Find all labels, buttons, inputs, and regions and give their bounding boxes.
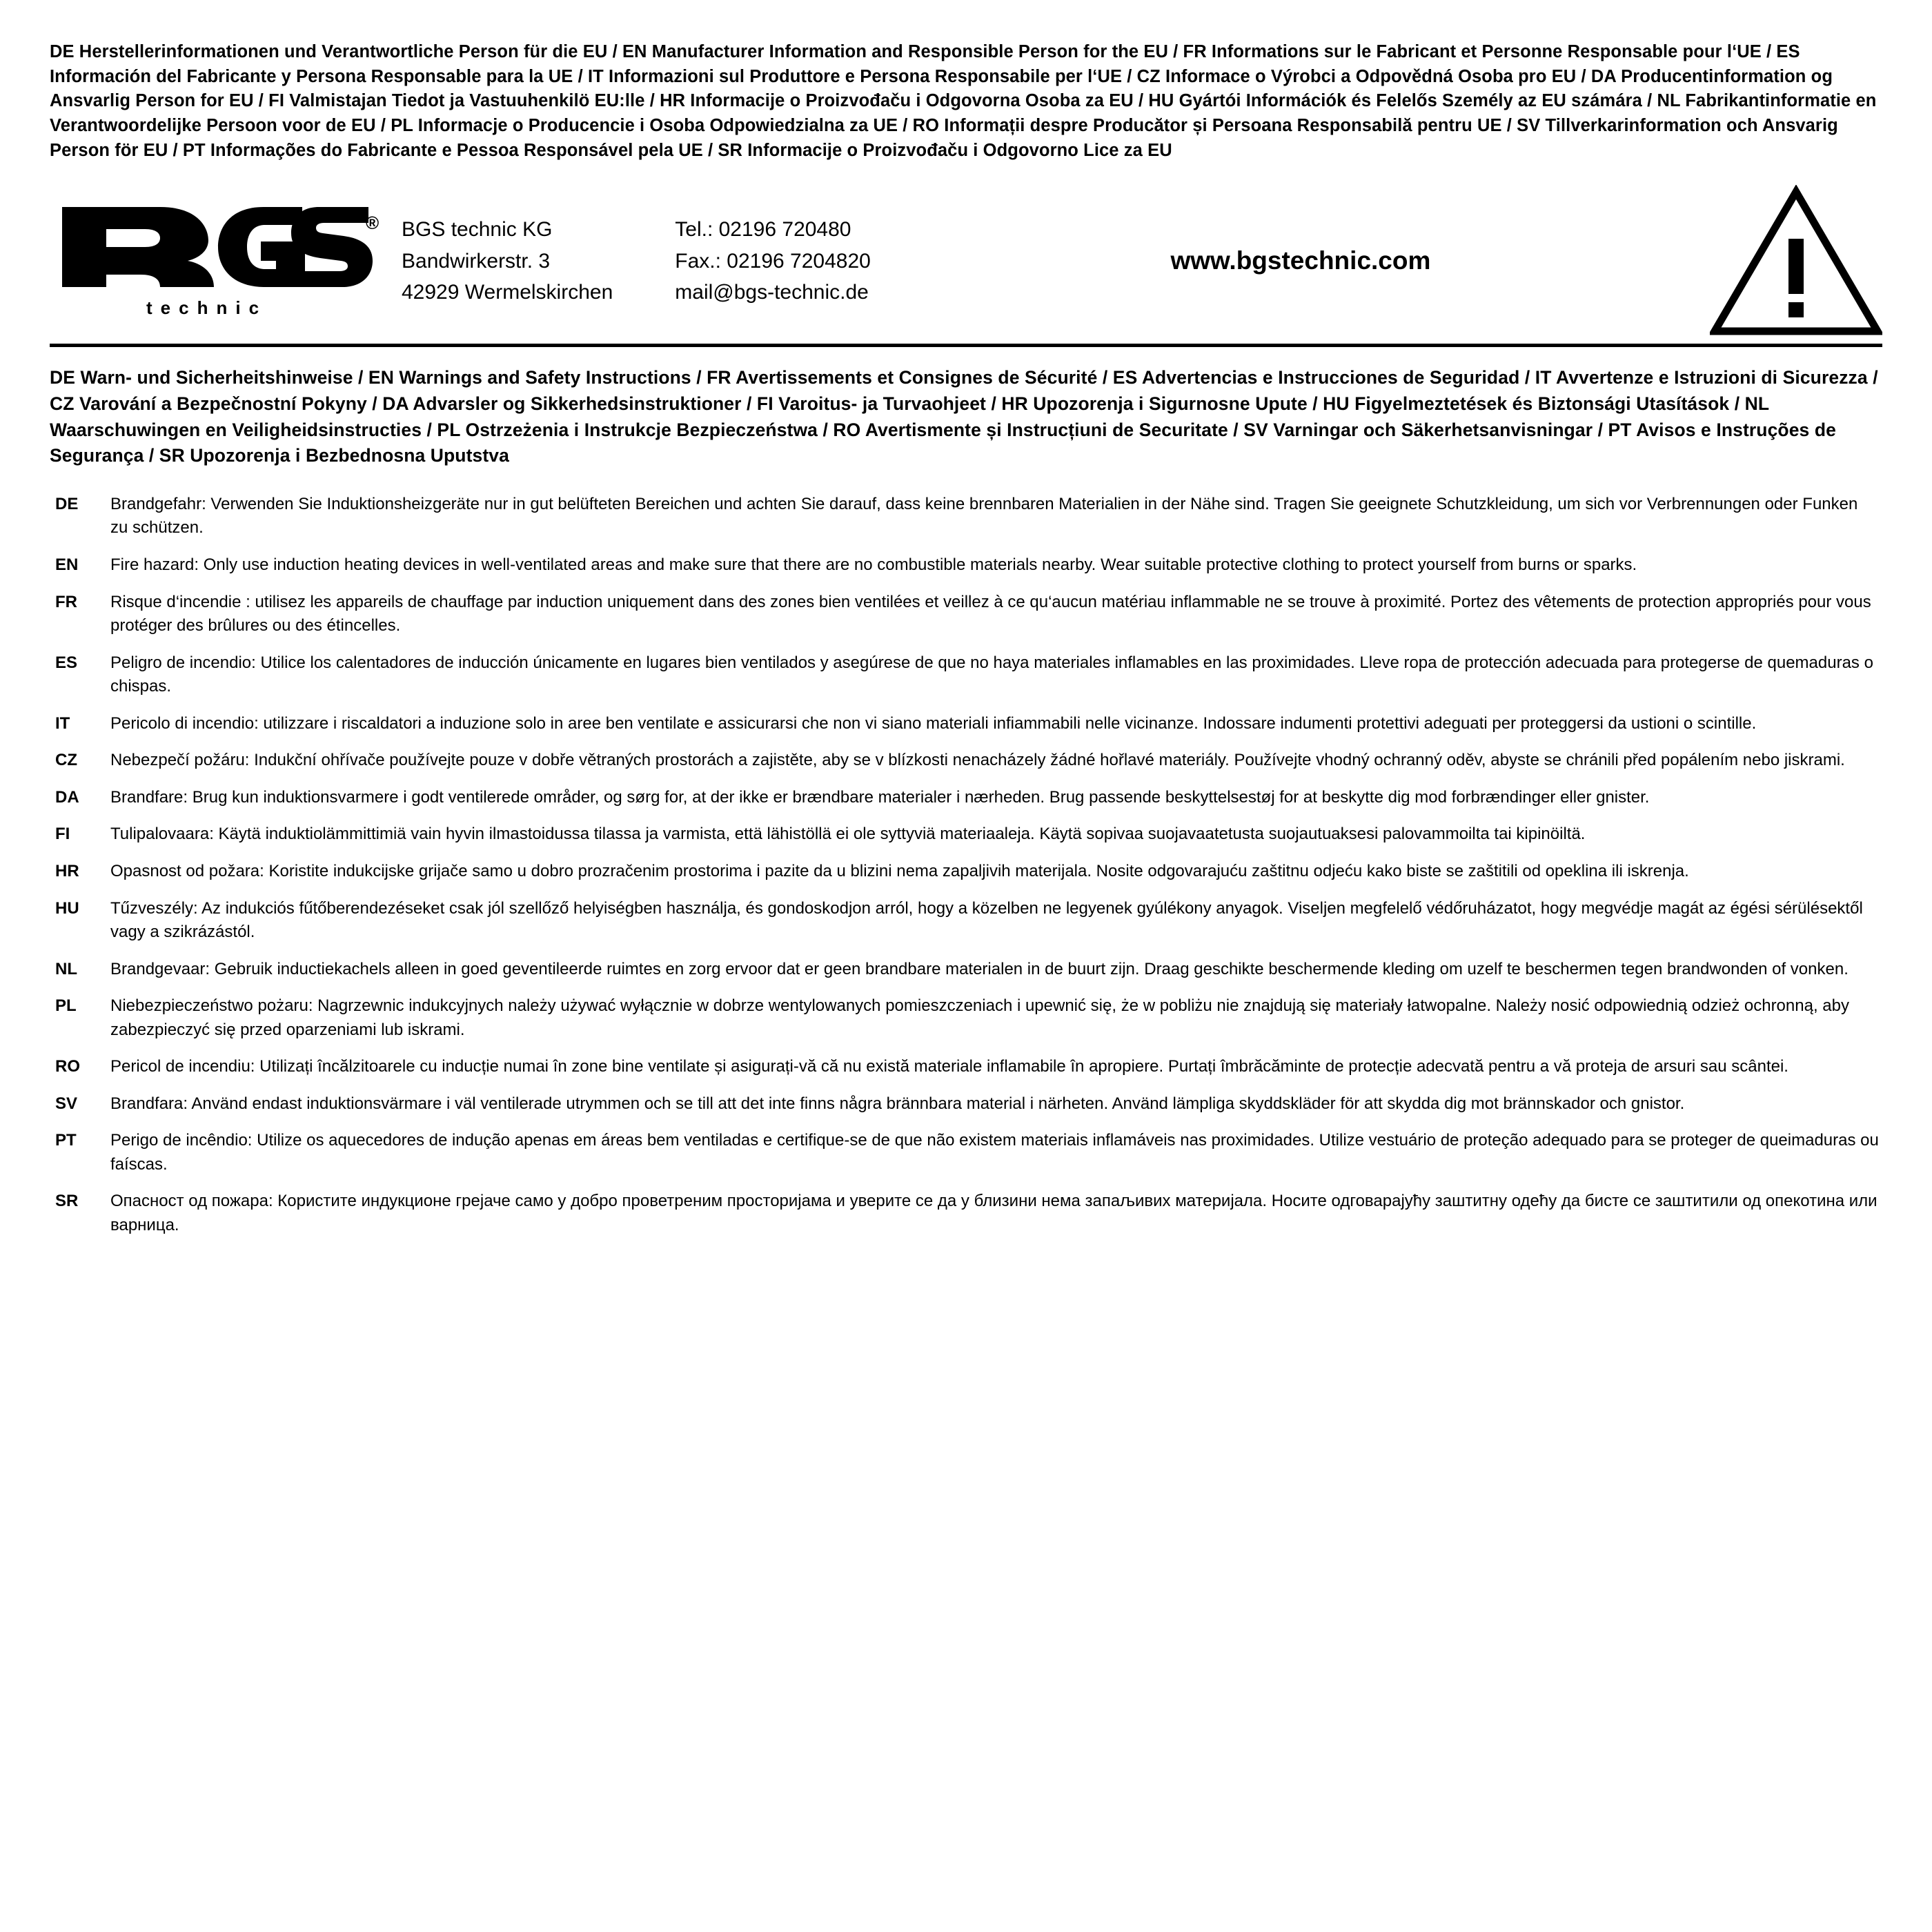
language-code: DA — [55, 787, 79, 807]
language-text: Tulipalovaara: Käytä induktiolämmittimiä vain hyvin ilmastoidussa tilassa ja varmista, että lähistöllä ei ole syttyviä materiaaleja. Käytä sopivaa suojavaatetusta suojautuaksesi palovammoilta tai kipinöiltä. — [110, 825, 1586, 844]
bgs-logo — [50, 203, 402, 319]
list-item — [50, 822, 1882, 847]
language-text: Risque d‘incendie : utilisez les appareils de chauffage par induction uniquement dans des zones bien ventilées et veillez à ce qu‘aucun matériau inflammable ne se trouve à proximité. Portez des vêtements de protection appropriés pour vous protéger des brûlures ou des étincelles. — [110, 592, 1871, 635]
list-item — [50, 958, 1882, 982]
manufacturer-info-heading: DE Herstellerinformationen und Verantwortliche Person für die EU / EN Manufacturer Information and Responsible Person for the EU / FR Informations sur le Fabricant et Personne Responsable pour l‘UE / ES Información del Fabricante y Persona Responsable para la UE / IT Informazioni sul Produttore e Persona Responsabile per l‘UE / CZ Informace o Výrobci a Odpovědná Osoba pro EU / DA Producentinformation og Ansvarlig Person for EU / FI Valmistajan Tiedot ja Vastuuhenkilö EU:lle / HR Informacije o Proizvođaču i Odgovorna Osoba za EU / HU Gyártói Információk és Felelős Személy az EU számára / NL Fabrikantinformatie en Verantwoordelijke Persoon voor de EU / PL Informacje o Producencie i Osoba Odpowiedzialna za UE / RO Informații despre Producător și Persoana Responsabilă pentru UE / SV Tillverkarinformation och Ansvarig Person för EU / PT Informações do Fabricante e Pessoa Responsável pela UE / SR Informacije o Proizvođaču i Odgovorno Lice za EU — [50, 42, 1877, 160]
registered-trademark-icon: ® — [366, 213, 379, 234]
language-text: Pericolo di incendio: utilizzare i riscaldatori a induzione solo in aree ben ventilate e assicurarsi che non vi siano materiali infiammabili nelle vicinanze. Indossare indumenti protettivi adeguati per proteggersi da ustioni o scintille. — [110, 713, 1757, 733]
language-text: Brandgevaar: Gebruik inductiekachels alleen in goed geventileerde ruimtes en zorg ervoor dat er geen brandbare materialen in de buurt zijn. Draag geschikte beschermende kleding om uzelf te beschermen tegen brandwonden of vonken. — [110, 959, 1849, 978]
company-info-band — [50, 181, 1882, 347]
language-code: PT — [55, 1131, 77, 1150]
language-code: HU — [55, 898, 79, 918]
safety-instructions-list — [50, 493, 1882, 1238]
bgs-logo-mark — [57, 203, 374, 293]
list-item — [50, 786, 1882, 810]
language-text: Nebezpečí požáru: Indukční ohřívače používejte pouze v dobře větraných prostorách a zajistěte, aby se v blízkosti nenacházely žádné hořlavé materiály. Používejte vhodný ochranný oděv, abyste se chránili před popálením nebo jiskrami. — [110, 751, 1845, 770]
language-text: Opasnost od požara: Koristite indukcijske grijače samo u dobro prozračenim prostorima i pazite da u blizini nema zapaljivih materijala. Nosite odgovarajuću zaštitnu odjeću kako biste se zaštitili od opeklina ili iskrenja. — [110, 861, 1689, 880]
language-text: Peligro de incendio: Utilice los calentadores de inducción únicamente en lugares bien ventilados y asegúrese de que no haya materiales inflamables en las proximidades. Lleve ropa de protección adecuada para protegerse de quemaduras o chispas. — [110, 653, 1873, 696]
company-email[interactable]: mail@bgs-technic.de — [675, 281, 869, 304]
language-text: Perigo de incêndio: Utilize os aquecedores de indução apenas em áreas bem ventiladas e certifique-se de que não existem materiais inflamáveis nas proximidades. Utilize vestuário de proteção adequado para se proteger de queimaduras ou faíscas. — [110, 1131, 1879, 1174]
company-telephone: Tel.: 02196 720480 — [675, 218, 851, 241]
language-code: EN — [55, 555, 79, 575]
list-item — [50, 749, 1882, 773]
language-code: CZ — [55, 751, 77, 770]
list-item — [50, 1129, 1882, 1176]
language-code: IT — [55, 713, 70, 733]
language-text: Pericol de incendiu: Utilizați încălzitoarele cu inducție numai în zone bine ventilate și asigurați-vă că nu există materiale inflamabile în apropiere. Purtați îmbrăcăminte de protecție adecvată pentru a vă proteja de arsuri sau scântei. — [110, 1057, 1788, 1076]
language-text: Fire hazard: Only use induction heating devices in well-ventilated areas and make sure that there are no combustible materials nearby. Wear suitable protective clothing to protect yourself from burns or sparks. — [110, 555, 1637, 575]
warning-triangle-icon — [1703, 185, 1882, 337]
language-code: NL — [55, 959, 77, 978]
language-text: Tűzveszély: Az indukciós fűtőberendezéseket csak jól szellőző helyiségben használja, és gondoskodjon arról, hogy a közelben ne legyenek gyúlékony anyagok. Viseljen megfelelő védőruházatot, hogy megvédje magát az égési sérülésektől vagy a szikrázástól. — [110, 898, 1863, 942]
company-name: BGS technic KG — [402, 218, 553, 241]
company-fax: Fax.: 02196 7204820 — [675, 249, 871, 273]
language-code: SR — [55, 1192, 79, 1211]
company-street: Bandwirkerstr. 3 — [402, 249, 551, 273]
language-code: HR — [55, 861, 79, 880]
language-code: DE — [55, 494, 79, 513]
safety-section-heading: DE Warn- und Sicherheitshinweise / EN Warnings and Safety Instructions / FR Avertissements et Consignes de Sécurité / ES Advertencias e Instrucciones de Seguridad / IT Avvertenze e Istruzioni di Sicurezza / CZ Varování a Bezpečnostní Pokyny / DA Advarsler og Sikkerhedsinstruktioner / FI Varoitus- ja Turvaohjeet / HR Upozorenja i Sigurnosne Upute / HU Figyelmeztetések és Biztonsági Utasítások / NL Waarschuwingen en Veiligheidsinstructies / PL Ostrzeżenia i Instrukcje Bezpieczeństwa / RO Avertismente și Instrucțiuni de Securitate / SV Varningar och Säkerhetsanvisningar / PT Avisos e Instruções de Segurança / SR Upozorenja i Bezbednosna Uputstva — [50, 367, 1878, 466]
list-item — [50, 1190, 1882, 1237]
company-contact — [675, 214, 871, 308]
language-text: Brandgefahr: Verwenden Sie Induktionsheizgeräte nur in gut belüfteten Bereichen und achten Sie darauf, dass keine brennbaren Materialien in der Nähe sind. Tragen Sie geeignete Schutzkleidung, um sich vor Verbrennungen oder Funken zu schützen. — [110, 494, 1858, 538]
list-item — [50, 897, 1882, 945]
language-code: ES — [55, 653, 78, 672]
list-item — [50, 994, 1882, 1042]
language-code: PL — [55, 996, 77, 1016]
list-item — [50, 1055, 1882, 1079]
language-code: RO — [55, 1057, 80, 1076]
list-item — [50, 651, 1882, 699]
language-text: Brandfare: Brug kun induktionsvarmere i godt ventilerede områder, og sørg for, at der ikke er brændbare materialer i nærheden. Brug passende beskyttelsestøj for at beskytte dig mod forbrændinger eller gnister. — [110, 787, 1650, 807]
company-city: 42929 Wermelskirchen — [402, 281, 613, 304]
language-code: FI — [55, 825, 70, 844]
bgs-logo-subtext: technic — [146, 297, 268, 319]
list-item — [50, 591, 1882, 638]
company-website[interactable]: www.bgstechnic.com — [1170, 246, 1431, 275]
company-address — [402, 214, 675, 308]
list-item — [50, 1092, 1882, 1116]
language-text: Опасност од пожара: Користите индукционе грејаче само у добро проветреним просторијама и уверите се да у близини нема запаљивих материјала. Носите одговарајућу заштитну одећу да бисте се заштитили од опекотина или варница. — [110, 1192, 1877, 1234]
list-item — [50, 712, 1882, 736]
list-item — [50, 860, 1882, 884]
language-code: SV — [55, 1094, 78, 1113]
language-code: FR — [55, 592, 77, 611]
list-item — [50, 493, 1882, 540]
language-text: Brandfara: Använd endast induktionsvärmare i väl ventilerade utrymmen och se till att det inte finns några brännbara material i närheten. Använd lämpliga skyddskläder för att skydda dig mot brännskador och gnistor. — [110, 1094, 1685, 1113]
list-item — [50, 553, 1882, 578]
language-text: Niebezpieczeństwo pożaru: Nagrzewnic indukcyjnych należy używać wyłącznie w dobrze wentylowanych pomieszczeniach i upewnić się, że w pobliżu nie znajdują się materiały łatwopalne. Należy nosić odpowiednią odzież ochronną, aby zabezpieczyć się przed oparzeniami lub iskrami. — [110, 996, 1849, 1039]
